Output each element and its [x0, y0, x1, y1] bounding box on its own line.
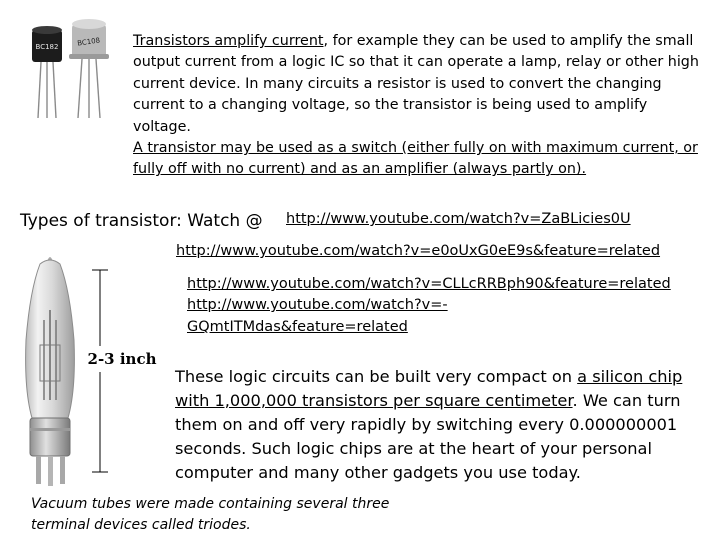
- chip-text-before: These logic circuits can be built very compact on: [175, 367, 578, 386]
- amplify-link[interactable]: Transistors amplify current: [133, 33, 324, 49]
- types-heading: Types of transistor: Watch @: [20, 211, 263, 231]
- transistor-label-left: BC182: [35, 43, 59, 51]
- silicon-chip-link[interactable]: a silicon chip: [577, 367, 683, 386]
- vacuum-tube-photo: [4, 250, 174, 495]
- youtube-link-3[interactable]: http://www.youtube.com/watch?v=CLLcRRBph90&feature=related: [187, 276, 671, 292]
- intro-text: [133, 31, 708, 181]
- chip-text-after: . We can turn them on and off very rapidly by switching every 0.000000001 seconds. Such logic chips are at the heart of your personal computer and many other gadgets you use today.: [175, 391, 681, 482]
- transistor-label-right: BC108: [76, 36, 101, 48]
- chip-paragraph: [175, 365, 705, 485]
- vacuum-tube-caption: Vacuum tubes were made containing several three terminal devices called triodes.: [31, 496, 390, 533]
- youtube-link-4-cont[interactable]: GQmtITMdas&feature=related: [187, 319, 408, 335]
- youtube-link-4[interactable]: http://www.youtube.com/watch?v=-: [187, 297, 448, 313]
- transistors-density-link[interactable]: with 1,000,000 transistors per square centimeter: [175, 391, 573, 410]
- youtube-link-2[interactable]: http://www.youtube.com/watch?v=e0oUxG0eE9s&feature=related: [176, 243, 661, 259]
- intro-rest: , for example they can be used to amplify the small output current from a logic IC so that it can operate a lamp, relay or other high current device. In many circuits a resistor is used to convert the changing current to a changing voltage, so the transistor is being used to amplify voltage.: [133, 33, 699, 135]
- youtube-link-1[interactable]: http://www.youtube.com/watch?v=ZaBLicies0U: [286, 211, 631, 227]
- switch-link[interactable]: A transistor may be used as a switch (either fully on with maximum current, or fully off with no current) and as an amplifier (always partly on).: [133, 140, 698, 178]
- tube-size-label: 2-3 inch: [87, 350, 157, 368]
- transistor-photo: [24, 10, 132, 120]
